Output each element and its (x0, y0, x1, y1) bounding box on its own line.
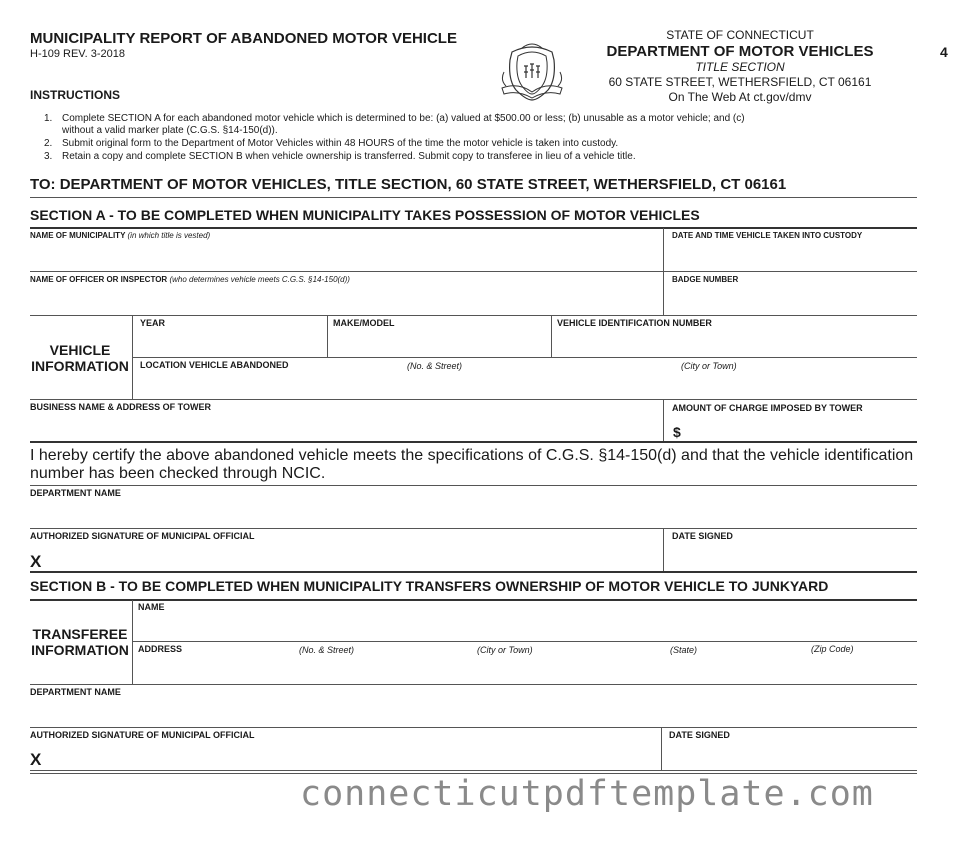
divider (30, 528, 917, 529)
instruction-num: 3. (44, 151, 53, 162)
transferee-name-field[interactable] (133, 614, 916, 641)
instruction-line: Complete SECTION A for each abandoned motor vehicle which is determined to be: (a) valued at $500.00 or less; (b) unusable as a motor vehicle; and (c) (62, 113, 745, 124)
certification-text (30, 447, 913, 483)
transferee-address-field[interactable] (133, 656, 916, 683)
badge-label: BADGE NUMBER (672, 275, 739, 284)
municipality-field[interactable] (30, 242, 662, 271)
signature-field[interactable] (46, 742, 660, 770)
divider (133, 357, 917, 358)
location-city-hint: (City or Town) (681, 361, 737, 371)
instruction-text: Retain a copy and complete SECTION B when vehicle ownership is transferred. Submit copy to transferee in lieu of a vehicle title. (62, 151, 636, 162)
year-field[interactable] (133, 330, 326, 357)
vin-label: VEHICLE IDENTIFICATION NUMBER (557, 318, 712, 328)
date-signed-field[interactable] (664, 543, 916, 571)
department-name: DEPARTMENT OF MOTOR VEHICLES (606, 43, 874, 60)
corner-mark: 4 (940, 44, 948, 60)
instruction-line: without a valid marker plate (C.G.S. §14-150(d)). (62, 125, 278, 136)
instruction-item-3 (44, 151, 864, 164)
section-a-heading: SECTION A - TO BE COMPLETED WHEN MUNICIPALITY TAKES POSSESSION OF MOTOR VEHICLES (30, 207, 700, 223)
department-name-label: DEPARTMENT NAME (30, 488, 121, 498)
transferee-info-side-label (28, 626, 132, 658)
tower-field[interactable] (30, 414, 662, 441)
title-section: TITLE SECTION (695, 60, 785, 74)
make-model-label: MAKE/MODEL (333, 318, 395, 328)
location-street-hint: (No. & Street) (407, 361, 463, 371)
tower-label: BUSINESS NAME & ADDRESS OF TOWER (30, 402, 212, 412)
to-address-line: TO: DEPARTMENT OF MOTOR VEHICLES, TITLE SECTION, 60 STATE STREET, WETHERSFIELD, CT 06161 (30, 176, 787, 193)
divider (30, 399, 917, 400)
certification-line: number has been checked through NCIC. (30, 465, 326, 482)
date-signed-field[interactable] (662, 742, 916, 770)
dollar-sign: $ (673, 424, 681, 440)
officer-label-text: NAME OF OFFICER OR INSPECTOR (30, 275, 168, 284)
vin-field[interactable] (552, 330, 916, 357)
certification-line: I hereby certify the above abandoned vehicle meets the specifications of C.G.S. §14-150(d) and that the vehicle identification (30, 447, 914, 464)
divider (30, 315, 917, 316)
location-field[interactable] (133, 372, 916, 399)
divider (30, 770, 917, 771)
year-label: YEAR (140, 318, 166, 328)
instruction-num: 2. (44, 138, 53, 149)
zip-hint: (Zip Code) (811, 644, 854, 654)
side-label-line: INFORMATION (31, 358, 129, 374)
divider (30, 684, 917, 685)
location-label: LOCATION VEHICLE ABANDONED (140, 360, 289, 370)
divider (30, 197, 917, 198)
custody-date-field[interactable] (664, 242, 916, 271)
make-model-field[interactable] (328, 330, 550, 357)
section-b-heading: SECTION B - TO BE COMPLETED WHEN MUNICIPALITY TRANSFERS OWNERSHIP OF MOTOR VEHICLE TO JUNKYARD (30, 578, 829, 594)
date-signed-label: DATE SIGNED (672, 531, 733, 541)
vehicle-info-side-label (28, 342, 132, 374)
divider (133, 641, 917, 642)
dmv-web: On The Web At ct.gov/dmv (668, 90, 812, 104)
transferee-address-label: ADDRESS (138, 644, 183, 654)
department-name-field[interactable] (30, 699, 916, 726)
signature-label: AUTHORIZED SIGNATURE OF MUNICIPAL OFFICIAL (30, 730, 255, 740)
side-label-line: INFORMATION (31, 642, 129, 658)
form-title: MUNICIPALITY REPORT OF ABANDONED MOTOR VEHICLE (30, 30, 457, 47)
side-label-line: VEHICLE (49, 342, 111, 358)
tower-charge-label: AMOUNT OF CHARGE IMPOSED BY TOWER (672, 403, 863, 413)
officer-field[interactable] (30, 286, 662, 315)
instruction-item-1 (44, 113, 864, 139)
instructions-heading: INSTRUCTIONS (30, 88, 120, 102)
divider (663, 400, 664, 442)
signature-x-mark: X (30, 552, 42, 571)
divider (30, 571, 917, 573)
dmv-address: 60 STATE STREET, WETHERSFIELD, CT 06161 (608, 75, 872, 89)
divider (30, 227, 917, 229)
officer-hint: (who determines vehicle meets C.G.S. §14-150(d)) (169, 275, 350, 284)
transferee-name-label: NAME (138, 602, 165, 612)
municipality-label (30, 231, 210, 240)
divider (30, 485, 917, 486)
department-name-label: DEPARTMENT NAME (30, 687, 121, 697)
instruction-text (62, 113, 842, 137)
divider (30, 727, 917, 728)
date-signed-label: DATE SIGNED (669, 730, 730, 740)
watermark-text: connecticutpdftemplate.com (300, 774, 874, 814)
instruction-item-2 (44, 138, 864, 151)
form-number: H-109 REV. 3-2018 (30, 48, 125, 60)
signature-field[interactable] (46, 543, 662, 571)
municipality-hint: (in which title is vested) (127, 231, 211, 240)
officer-label (30, 275, 350, 284)
header-right (580, 28, 900, 105)
custody-date-label: DATE AND TIME VEHICLE TAKEN INTO CUSTODY (672, 231, 863, 240)
department-name-field[interactable] (30, 500, 916, 527)
instruction-num: 1. (44, 113, 53, 124)
state-name: STATE OF CONNECTICUT (666, 28, 814, 42)
side-label-line: TRANSFEREE (32, 626, 128, 642)
signature-label: AUTHORIZED SIGNATURE OF MUNICIPAL OFFICIAL (30, 531, 255, 541)
instruction-text: Submit original form to the Department of Motor Vehicles within 48 HOURS of the time the motor vehicle is taken into custody. (62, 138, 619, 149)
divider (30, 599, 917, 601)
state-seal-icon (498, 42, 566, 104)
tower-charge-field[interactable] (688, 416, 916, 441)
municipality-label-text: NAME OF MUNICIPALITY (30, 231, 126, 240)
badge-field[interactable] (664, 286, 916, 315)
state-hint: (State) (670, 645, 698, 655)
divider (30, 441, 917, 443)
street-hint: (No. & Street) (299, 645, 355, 655)
city-hint: (City or Town) (477, 645, 533, 655)
signature-x-mark: X (30, 750, 42, 769)
divider (30, 271, 917, 272)
